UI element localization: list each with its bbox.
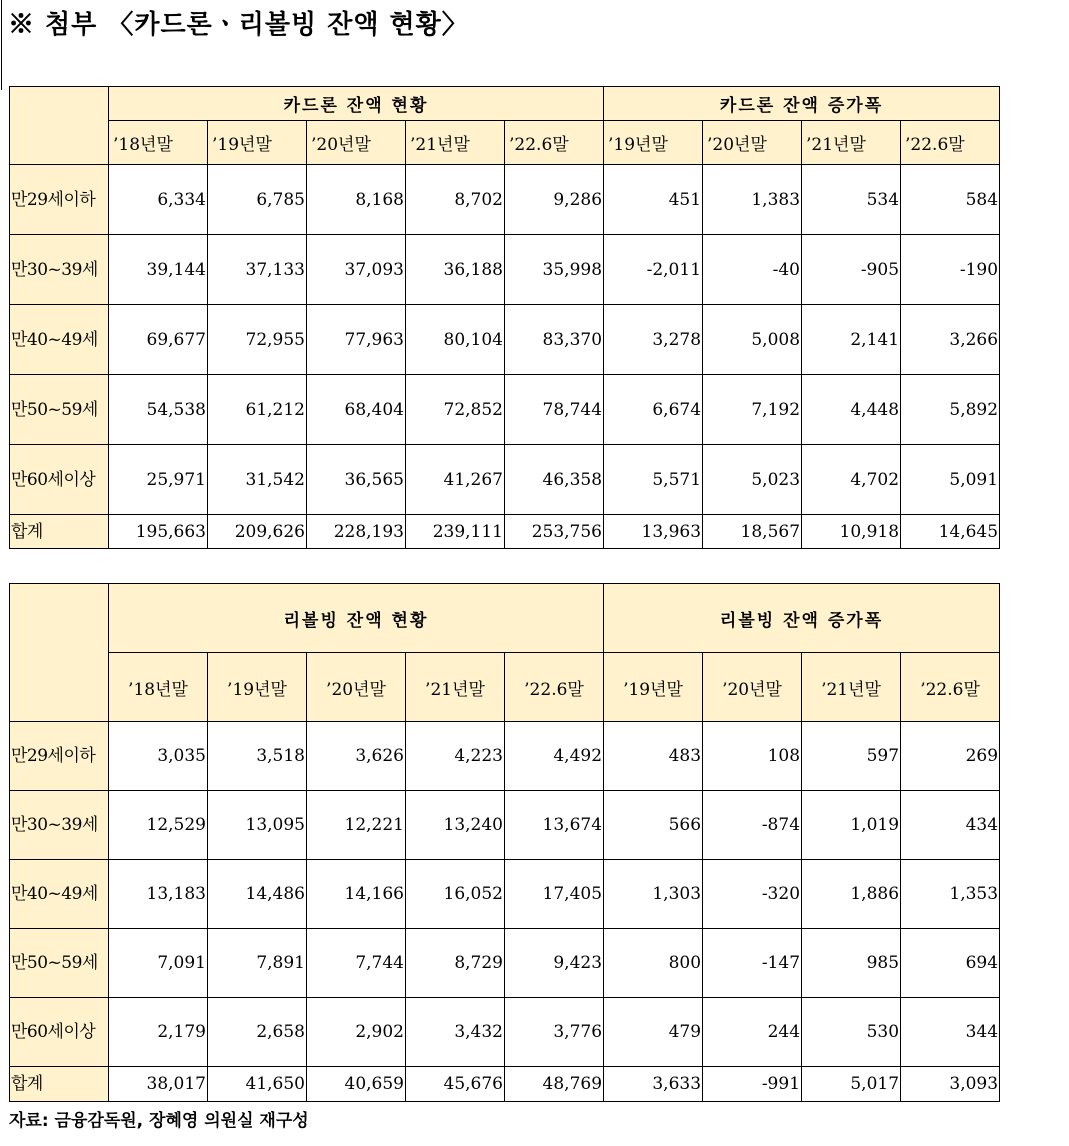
source-note: 자료: 금융감독원, 장혜영 의원실 재구성 (9, 1111, 309, 1131)
value-cell: 36,565 (307, 445, 406, 515)
value-cell: 13,183 (109, 860, 208, 929)
value-cell: -991 (703, 1067, 802, 1102)
table-row (10, 860, 1000, 929)
period-header: ’20년말 (703, 121, 802, 165)
value-cell: 16,052 (406, 860, 505, 929)
value-cell: 35,998 (505, 235, 604, 305)
value-cell: 530 (802, 998, 901, 1067)
value-cell: 77,963 (307, 305, 406, 375)
value-cell: 37,093 (307, 235, 406, 305)
value-cell: 14,166 (307, 860, 406, 929)
period-header: ’18년말 (109, 653, 208, 722)
value-cell: 985 (802, 929, 901, 998)
value-cell: 239,111 (406, 515, 505, 549)
table-row (10, 305, 1000, 375)
value-cell: 61,212 (208, 375, 307, 445)
card-loan-balance-table (9, 86, 1000, 549)
page-title: ※ 첨부 〈카드론ㆍ리볼빙 잔액 현황〉 (8, 10, 469, 40)
value-cell: 269 (901, 722, 1000, 791)
value-cell: -905 (802, 235, 901, 305)
row-label: 만40~49세 (10, 860, 109, 929)
value-cell: 344 (901, 998, 1000, 1067)
period-header: ’21년말 (802, 653, 901, 722)
value-cell: 800 (604, 929, 703, 998)
period-header: ’18년말 (109, 121, 208, 165)
value-cell: 597 (802, 722, 901, 791)
value-cell: 3,278 (604, 305, 703, 375)
value-cell: 4,223 (406, 722, 505, 791)
value-cell: 54,538 (109, 375, 208, 445)
value-cell: 253,756 (505, 515, 604, 549)
value-cell: 434 (901, 791, 1000, 860)
value-cell: 694 (901, 929, 1000, 998)
row-label: 만30~39세 (10, 235, 109, 305)
value-cell: 5,017 (802, 1067, 901, 1102)
value-cell: 108 (703, 722, 802, 791)
row-label: 만50~59세 (10, 375, 109, 445)
value-cell: 6,334 (109, 165, 208, 235)
value-cell: 68,404 (307, 375, 406, 445)
value-cell: 37,133 (208, 235, 307, 305)
value-cell: 12,221 (307, 791, 406, 860)
group-header-increase: 리볼빙 잔액 증가폭 (604, 584, 1000, 653)
value-cell: 3,035 (109, 722, 208, 791)
period-header: ’22.6말 (901, 653, 1000, 722)
period-header: ’19년말 (208, 653, 307, 722)
value-cell: 1,019 (802, 791, 901, 860)
group-header-increase: 카드론 잔액 증가폭 (604, 87, 1000, 121)
left-border-line (1, 0, 2, 90)
row-label: 만29세이하 (10, 722, 109, 791)
period-header: ’22.6말 (901, 121, 1000, 165)
value-cell: 7,192 (703, 375, 802, 445)
period-header: ’19년말 (604, 653, 703, 722)
value-cell: -2,011 (604, 235, 703, 305)
row-label: 만60세이상 (10, 445, 109, 515)
value-cell: 4,492 (505, 722, 604, 791)
table-row (10, 445, 1000, 515)
value-cell: 18,567 (703, 515, 802, 549)
period-header: ’20년말 (703, 653, 802, 722)
row-label: 합계 (10, 515, 109, 549)
table-row (10, 929, 1000, 998)
value-cell: 5,091 (901, 445, 1000, 515)
value-cell: 5,008 (703, 305, 802, 375)
value-cell: 9,423 (505, 929, 604, 998)
value-cell: 78,744 (505, 375, 604, 445)
header-corner-cell (10, 87, 109, 165)
value-cell: -40 (703, 235, 802, 305)
value-cell: 6,785 (208, 165, 307, 235)
value-cell: 5,571 (604, 445, 703, 515)
value-cell: 38,017 (109, 1067, 208, 1102)
value-cell: 41,267 (406, 445, 505, 515)
value-cell: 1,383 (703, 165, 802, 235)
value-cell: 31,542 (208, 445, 307, 515)
value-cell: 584 (901, 165, 1000, 235)
table-row (10, 235, 1000, 305)
value-cell: 48,769 (505, 1067, 604, 1102)
header-corner-cell (10, 584, 109, 722)
row-label: 만30~39세 (10, 791, 109, 860)
table-row (10, 165, 1000, 235)
value-cell: 25,971 (109, 445, 208, 515)
value-cell: 1,353 (901, 860, 1000, 929)
value-cell: 13,095 (208, 791, 307, 860)
table-row (10, 722, 1000, 791)
row-label: 만29세이하 (10, 165, 109, 235)
period-header: ’21년말 (406, 121, 505, 165)
table-row (10, 791, 1000, 860)
value-cell: 7,091 (109, 929, 208, 998)
value-cell: 40,659 (307, 1067, 406, 1102)
value-cell: -190 (901, 235, 1000, 305)
period-header: ’20년말 (307, 653, 406, 722)
value-cell: 3,518 (208, 722, 307, 791)
value-cell: 69,677 (109, 305, 208, 375)
group-header-balance: 리볼빙 잔액 현황 (109, 584, 604, 653)
table-row (10, 998, 1000, 1067)
value-cell: 8,729 (406, 929, 505, 998)
value-cell: -874 (703, 791, 802, 860)
value-cell: 13,240 (406, 791, 505, 860)
value-cell: 72,955 (208, 305, 307, 375)
value-cell: 8,168 (307, 165, 406, 235)
value-cell: 483 (604, 722, 703, 791)
value-cell: 2,141 (802, 305, 901, 375)
value-cell: 2,179 (109, 998, 208, 1067)
value-cell: 14,645 (901, 515, 1000, 549)
value-cell: 4,448 (802, 375, 901, 445)
value-cell: 209,626 (208, 515, 307, 549)
value-cell: 1,886 (802, 860, 901, 929)
value-cell: 80,104 (406, 305, 505, 375)
value-cell: -320 (703, 860, 802, 929)
value-cell: 3,266 (901, 305, 1000, 375)
value-cell: 5,023 (703, 445, 802, 515)
row-label: 만40~49세 (10, 305, 109, 375)
value-cell: 2,658 (208, 998, 307, 1067)
value-cell: 7,744 (307, 929, 406, 998)
value-cell: 7,891 (208, 929, 307, 998)
value-cell: 4,702 (802, 445, 901, 515)
value-cell: 5,892 (901, 375, 1000, 445)
value-cell: 534 (802, 165, 901, 235)
revolving-balance-table (9, 583, 1000, 1102)
value-cell: 6,674 (604, 375, 703, 445)
period-header: ’20년말 (307, 121, 406, 165)
value-cell: 83,370 (505, 305, 604, 375)
value-cell: 12,529 (109, 791, 208, 860)
value-cell: 3,432 (406, 998, 505, 1067)
value-cell: 566 (604, 791, 703, 860)
value-cell: 41,650 (208, 1067, 307, 1102)
value-cell: 451 (604, 165, 703, 235)
value-cell: 17,405 (505, 860, 604, 929)
value-cell: 3,776 (505, 998, 604, 1067)
value-cell: 195,663 (109, 515, 208, 549)
value-cell: 244 (703, 998, 802, 1067)
value-cell: 72,852 (406, 375, 505, 445)
value-cell: 2,902 (307, 998, 406, 1067)
value-cell: 1,303 (604, 860, 703, 929)
value-cell: 14,486 (208, 860, 307, 929)
value-cell: -147 (703, 929, 802, 998)
value-cell: 8,702 (406, 165, 505, 235)
row-label: 합계 (10, 1067, 109, 1102)
value-cell: 3,626 (307, 722, 406, 791)
value-cell: 45,676 (406, 1067, 505, 1102)
table-row (10, 375, 1000, 445)
value-cell: 36,188 (406, 235, 505, 305)
value-cell: 10,918 (802, 515, 901, 549)
period-header: ’22.6말 (505, 653, 604, 722)
group-header-balance: 카드론 잔액 현황 (109, 87, 604, 121)
period-header: ’21년말 (406, 653, 505, 722)
row-label: 만60세이상 (10, 998, 109, 1067)
period-header: ’21년말 (802, 121, 901, 165)
period-header: ’22.6말 (505, 121, 604, 165)
period-header: ’19년말 (208, 121, 307, 165)
value-cell: 3,093 (901, 1067, 1000, 1102)
value-cell: 3,633 (604, 1067, 703, 1102)
value-cell: 9,286 (505, 165, 604, 235)
period-header: ’19년말 (604, 121, 703, 165)
value-cell: 479 (604, 998, 703, 1067)
value-cell: 228,193 (307, 515, 406, 549)
table-row (10, 515, 1000, 549)
value-cell: 13,963 (604, 515, 703, 549)
value-cell: 46,358 (505, 445, 604, 515)
value-cell: 13,674 (505, 791, 604, 860)
value-cell: 39,144 (109, 235, 208, 305)
row-label: 만50~59세 (10, 929, 109, 998)
table-row (10, 1067, 1000, 1102)
